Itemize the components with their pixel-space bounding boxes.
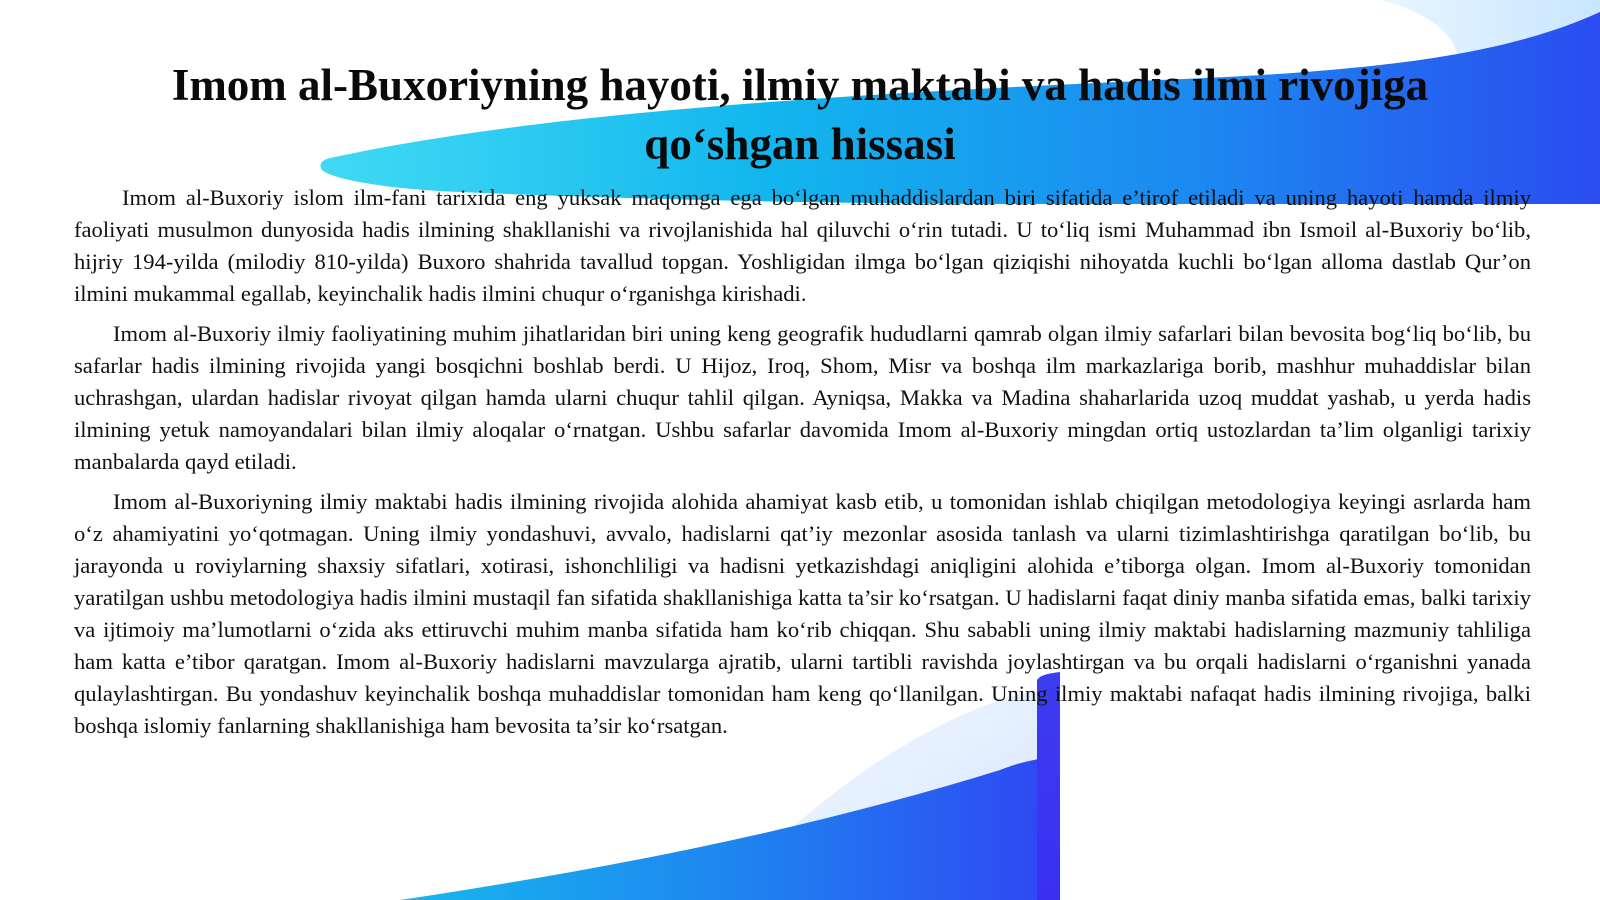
paragraph-1: Imom al-Buxoriy islom ilm-fani tarixida eng yuksak maqomga ega bo‘lgan muhaddislardan biri sifatida e’tirof etiladi va uning hayoti hamda ilmiy faoliyati musulmon dunyosida hadis ilmining shakllanishi va rivojlanishida hal qiluvchi o‘rin tutadi. U to‘liq ismi Muhammad ibn Ismoil al-Buxoriy bo‘lib, hijriy 194-yilda (milodiy 810-yilda) Buxoro shahrida tavallud topgan. Yoshligidan ilmga bo‘lgan qiziqishi nihoyatda kuchli bo‘lgan alloma dastlab Qur’on ilmini mukammal egallab, keyinchalik hadis ilmini chuqur o‘rganishga kirishadi. [74, 185, 1531, 306]
paragraph-2: Imom al-Buxoriy ilmiy faoliyatining muhim jihatlaridan biri uning keng geografik hududlarni qamrab olgan ilmiy safarlari bilan bevosita bog‘liq bo‘lib, bu safarlar hadis ilmining rivojida yangi bosqichni boshlab berdi. U Hijoz, Iroq, Shom, Misr va boshqa ilm markazlariga borib, mashhur muhaddislar bilan uchrashgan, ulardan hadislar rivoyat qilgan hamda ularni chuqur tahlil qilgan. Ayniqsa, Makka va Madina shaharlarida uzoq muddat yashab, u yerda hadis ilmining yetuk namoyandalari bilan ilmiy aloqalar o‘rnatgan. Ushbu safarlar davomida Imom al-Buxoriy mingdan ortiq ustozlardan ta’lim olganligi tarixiy manbalarda qayd etiladi. [74, 321, 1531, 474]
slide-title: Imom al-Buxoriyning hayoti, ilmiy maktabi va hadis ilmi rivojiga qo‘shgan hissasi [171, 60, 1429, 169]
slide-body [74, 182, 1531, 750]
paragraph-3: Imom al-Buxoriyning ilmiy maktabi hadis ilmining rivojida alohida ahamiyat kasb etib, u tomonidan ishlab chiqilgan metodologiya keyingi asrlarda ham o‘z ahamiyatini yo‘qotmagan. Uning ilmiy yondashuvi, avvalo, hadislarni qat’iy mezonlar asosida tanlash va ularni tizimlashtirishga qaratilgan bo‘lib, bu jarayonda u roviylarning shaxsiy sifatlari, xotirasi, ishonchliligi va hadisni yetkazishdagi aniqligini alohida e’tiborga olgan. Imom al-Buxoriy tomonidan yaratilgan ushbu metodologiya hadis ilmini mustaqil fan sifatida shakllanishiga katta ta’sir ko‘rsatgan. U hadislarni faqat diniy manba sifatida emas, balki tarixiy va ijtimoiy ma’lumotlarni o‘zida aks ettiruvchi muhim manba sifatida ham ko‘rib chiqqan. Shu sababli uning ilmiy maktabi hadislarning mazmuniy tahliliga ham katta e’tibor qaratgan. Imom al-Buxoriy hadislarni mavzularga ajratib, ularni tartibli ravishda joylashtirgan va bu orqali hadislarni o‘rganishni yanada qulaylashtirgan. Bu yondashuv keyinchalik boshqa muhaddislar tomonidan ham keng qo‘llanilgan. Uning ilmiy maktabi nafaqat hadis ilmining rivojiga, balki boshqa islomiy fanlarning shakllanishiga ham bevosita ta’sir ko‘rsatgan. [74, 489, 1531, 738]
